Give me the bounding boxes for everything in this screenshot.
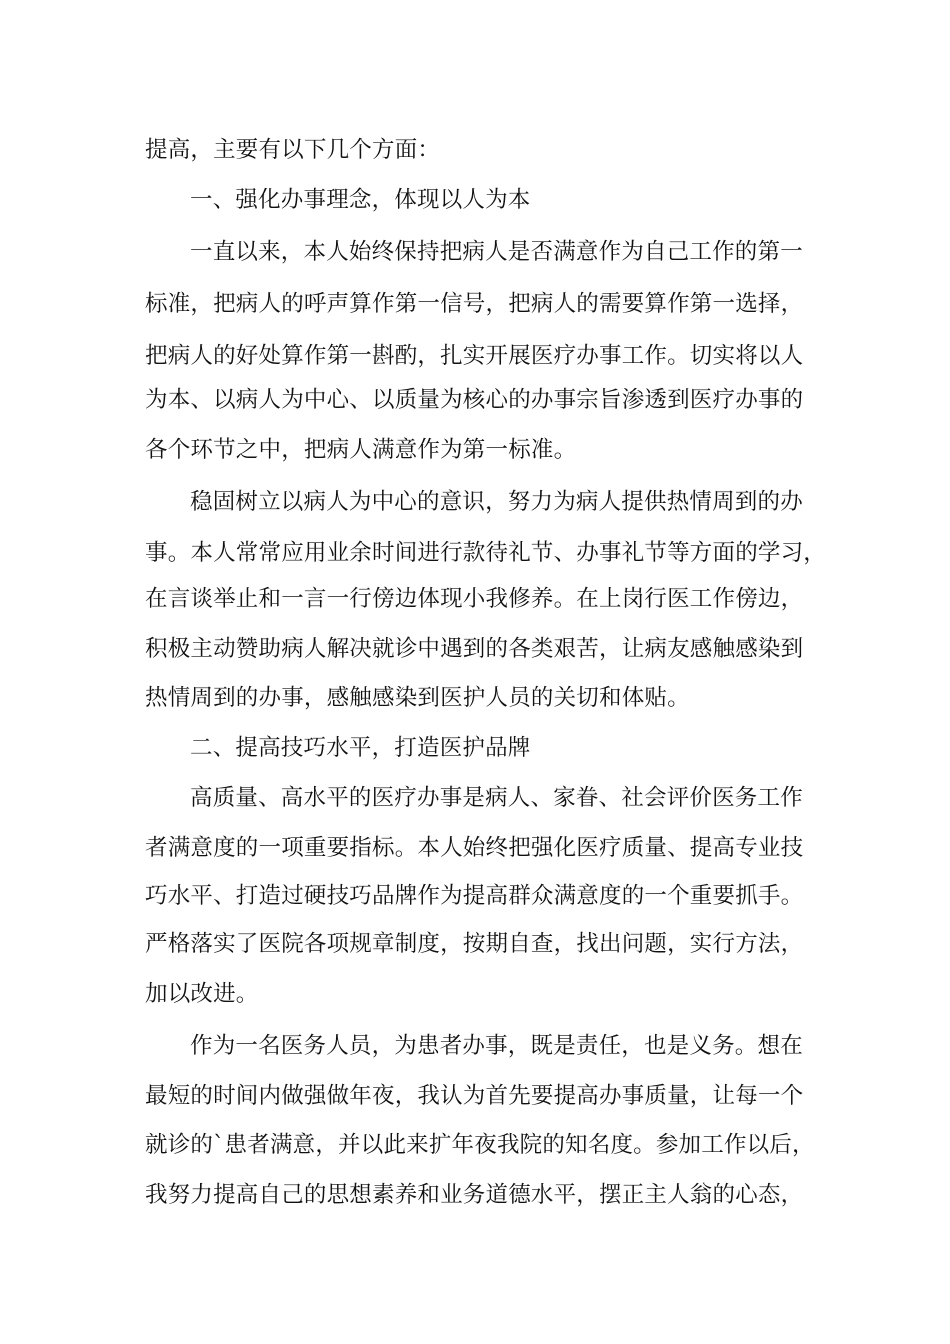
text-line: 把病人的好处算作第一斟酌，扎实开展医疗办事工作。切实将以人 <box>145 343 804 369</box>
text-line: 就诊的`患者满意，并以此来扩年夜我院的知名度。参加工作以后， <box>145 1132 815 1158</box>
text-line: 一直以来，本人始终保持把病人是否满意作为自己工作的第一 <box>190 239 803 265</box>
text-line: 稳固树立以病人为中心的意识，努力为病人提供热情周到的办 <box>190 489 803 515</box>
text-line: 标准，把病人的呼声算作第一信号，把病人的需要算作第一选择， <box>145 291 804 317</box>
text-line: 我努力提高自己的思想素养和业务道德水平，摆正主人翁的心态， <box>145 1182 804 1208</box>
text-line: 事。本人常常应用业余时间进行款待礼节、办事礼节等方面的学习， <box>145 540 827 566</box>
text-line: 严格落实了医院各项规章制度，按期自查，找出问题，实行方法， <box>145 931 804 957</box>
text-line: 各个环节之中，把病人满意作为第一标准。 <box>145 437 577 463</box>
text-line: 积极主动赞助病人解决就诊中遇到的各类艰苦，让病友感触感染到 <box>145 636 804 662</box>
text-line: 最短的时间内做强做年夜，我认为首先要提高办事质量，让每一个 <box>145 1083 804 1109</box>
text-line: 热情周到的办事，感触感染到医护人员的关切和体贴。 <box>145 685 690 711</box>
text-line: 作为一名医务人员，为患者办事，既是责任，也是义务。想在 <box>190 1033 803 1059</box>
text-line: 高质量、高水平的医疗办事是病人、家眷、社会评价医务工作 <box>190 785 803 811</box>
text-line: 者满意度的一项重要指标。本人始终把强化医疗质量、提高专业技 <box>145 835 804 861</box>
section-heading: 二、提高技巧水平，打造医护品牌 <box>190 735 531 761</box>
text-line: 加以改进。 <box>145 981 259 1007</box>
text-line: 巧水平、打造过硬技巧品牌作为提高群众满意度的一个重要抓手。 <box>145 883 804 909</box>
text-line: 在言谈举止和一言一行傍边体现小我修养。在上岗行医工作傍边， <box>145 586 804 612</box>
text-line: 提高，主要有以下几个方面： <box>145 137 441 163</box>
text-line: 为本、以病人为中心、以质量为核心的办事宗旨渗透到医疗办事的 <box>145 387 804 413</box>
section-heading: 一、强化办事理念，体现以人为本 <box>190 187 531 213</box>
